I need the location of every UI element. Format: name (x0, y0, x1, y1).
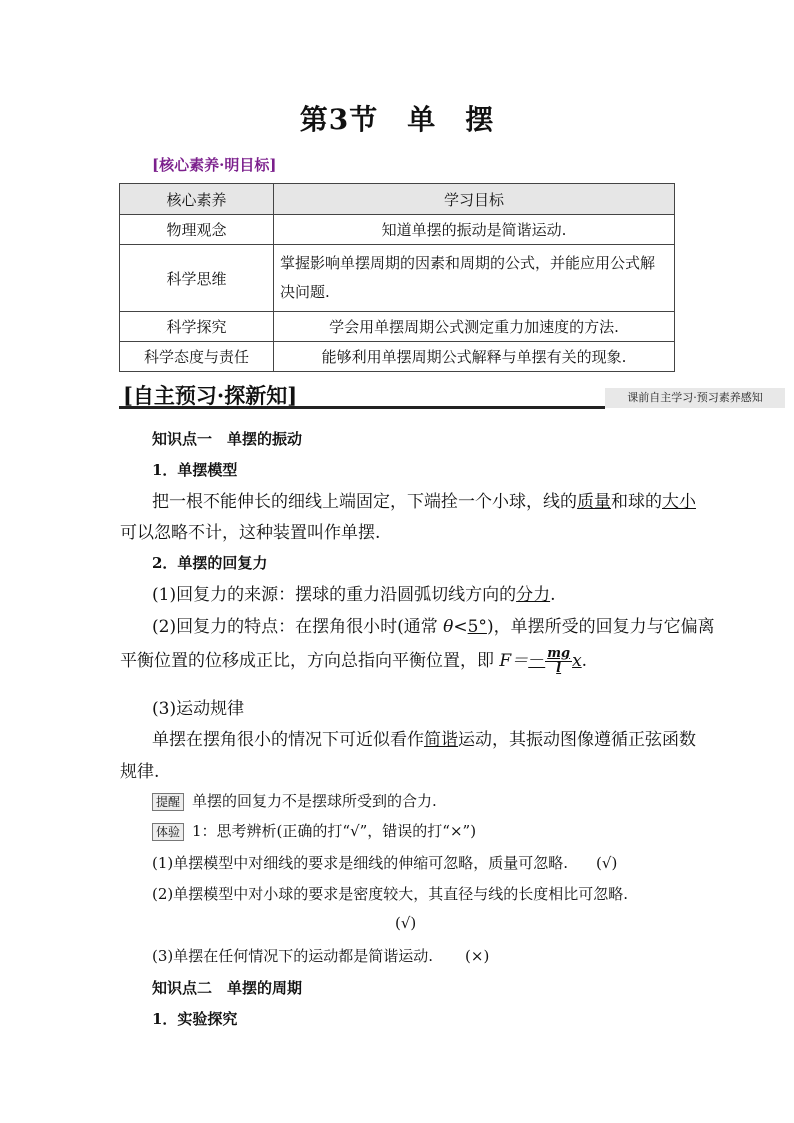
judge-item-3 (152, 945, 489, 966)
section-side-note: 课前自主学习·预习素养感知 (605, 388, 785, 408)
page-title: 第3节 单 摆 (299, 103, 495, 136)
motion-law-heading: (3)运动规律 (152, 699, 245, 719)
force-feature-line1 (152, 612, 715, 637)
table-row (120, 342, 675, 372)
text: 平衡位置的位移成正比，方向总指向平衡位置，即 (120, 651, 500, 671)
judge-item-1 (152, 852, 617, 873)
judge-item-2: (2)单摆模型中对小球的要求是密度较大，其直径与线的长度相比可忽略. (152, 885, 629, 903)
formula-x: x (572, 651, 582, 671)
table-cell-core: 科学思维 (120, 245, 274, 312)
text: 单摆在摆角很小的情况下可近似看作 (152, 730, 424, 750)
motion-law-line2: 规律. (120, 762, 160, 782)
experience-title: 1：思考辨析(正确的打“√”，错误的打“×”) (192, 822, 477, 840)
blank-answer: 5° (467, 617, 487, 637)
text: (1)回复力的来源：摆球的重力沿圆弧切线方向的 (152, 585, 517, 605)
theta-symbol: θ< (443, 617, 468, 637)
table-row (120, 215, 675, 245)
text: (2)回复力的特点：在摆角很小时(通常 (152, 617, 444, 637)
judge-answer-2: (√) (395, 914, 417, 932)
goals-table (119, 183, 675, 372)
blank-answer: 分力 (516, 585, 551, 605)
table-cell-goal: 掌握影响单摆周期的因素和周期的公式，并能应用公式解决问题. (274, 245, 675, 312)
tip-text: 单摆的回复力不是摆球所受到的合力. (192, 792, 437, 810)
judge-answer: (×) (465, 947, 490, 965)
text: . (550, 585, 556, 605)
formula-F: F＝ (499, 651, 529, 671)
judge-answer: (√) (596, 854, 618, 872)
model-paragraph-line1 (152, 487, 696, 512)
experience-line (152, 820, 476, 841)
table-cell-core: 科学探究 (120, 312, 274, 342)
text: 和球的 (611, 492, 662, 512)
blank-answer: 质量 (577, 492, 611, 512)
section-title: [自主预习·探新知] (123, 383, 298, 408)
table-header-goal: 学习目标 (274, 184, 675, 215)
motion-law-line1 (152, 725, 696, 750)
tip-line (152, 790, 437, 811)
experience-badge: 体验 (152, 823, 184, 841)
fraction-denominator: l (556, 661, 562, 676)
table-header-row (120, 184, 675, 215)
judge-text: (1)单摆模型中对细线的要求是细线的伸缩可忽略，质量可忽略. (152, 854, 569, 872)
kp1-subheading-force: 2．单摆的回复力 (152, 554, 268, 572)
text: . (581, 651, 588, 671)
blank-answer: 简谐 (424, 730, 458, 750)
table-cell-goal: 知道单摆的振动是简谐运动. (274, 215, 675, 245)
table-cell-goal: 能够利用单摆周期公式解释与单摆有关的现象. (274, 342, 675, 372)
force-source-line (152, 580, 556, 605)
table-header-core: 核心素养 (120, 184, 274, 215)
kp1-heading: 知识点一 单摆的振动 (152, 430, 303, 448)
core-literacy-tag: [核心素养·明目标] (152, 156, 277, 174)
kp1-subheading-model: 1．单摆模型 (152, 461, 238, 479)
text: 把一根不能伸长的细线上端固定，下端拴一个小球，线的 (152, 492, 577, 512)
blank-answer: 大小 (662, 492, 696, 512)
table-cell-goal: 学会用单摆周期公式测定重力加速度的方法. (274, 312, 675, 342)
text: 运动，其振动图像遵循正弦函数 (458, 730, 696, 750)
model-paragraph-line2: 可以忽略不计，这种装置叫作单摆. (120, 523, 381, 543)
table-row (120, 245, 675, 312)
force-feature-line2 (120, 646, 587, 676)
formula-minus: － (528, 651, 546, 671)
tip-badge: 提醒 (152, 793, 184, 811)
formula-fraction (545, 647, 572, 676)
table-cell-core: 科学态度与责任 (120, 342, 274, 372)
kp2-heading: 知识点二 单摆的周期 (152, 979, 303, 997)
table-row (120, 312, 675, 342)
kp2-subheading-experiment: 1．实验探究 (152, 1010, 238, 1028)
text: )，单摆所受的回复力与它偏离 (486, 617, 715, 637)
table-cell-core: 物理观念 (120, 215, 274, 245)
fraction-numerator: mg (547, 646, 571, 661)
section-divider (119, 406, 605, 409)
judge-text: (3)单摆在任何情况下的运动都是简谐运动. (152, 947, 434, 965)
